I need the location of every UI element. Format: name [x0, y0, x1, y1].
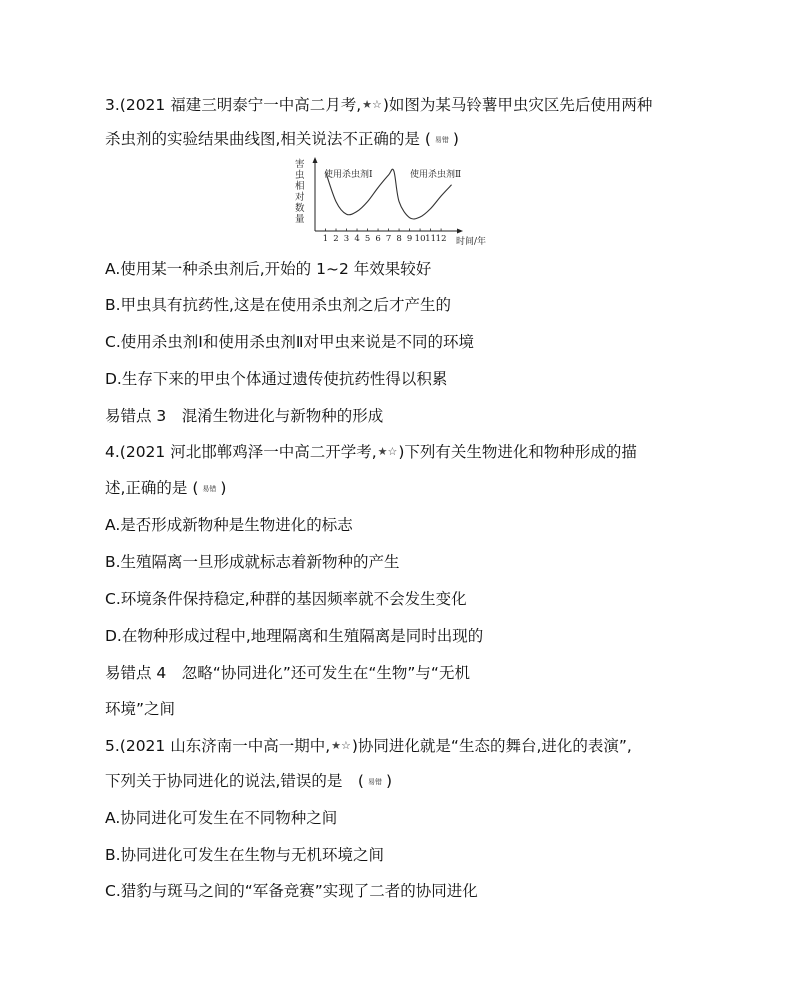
q5-stem-line1 [105, 735, 632, 759]
annotation-insecticide-1: 使用杀虫剂Ⅰ [324, 170, 373, 180]
y-axis-arrow [313, 157, 318, 163]
x-tick-label: 8 [396, 234, 402, 244]
q4-option-a: A.是否形成新物种是生物进化的标志 [105, 516, 353, 534]
q3-stem-line2 [105, 128, 459, 151]
q3-close-paren: ) [452, 130, 459, 148]
difficulty-star-icon: ★☆ [331, 739, 351, 752]
q4-option-c: C.环境条件保持稳定,种群的基因频率就不会发生变化 [105, 590, 467, 608]
ylabel-char: 数 [295, 203, 305, 214]
error-tag: 易错 [367, 777, 382, 786]
q3-stem-line1 [105, 94, 652, 118]
q3-stem-text-2: 杀虫剂的实验结果曲线图,相关说法不正确的是 ( [105, 130, 431, 148]
error-tag: 易错 [202, 484, 217, 493]
q4-option-d: D.在物种形成过程中,地理隔离和生殖隔离是同时出现的 [105, 627, 484, 645]
error-point-3-heading: 易错点 3 混淆生物进化与新物种的形成 [105, 407, 384, 425]
q4-source: 4.(2021 河北邯郸鸡泽一中高二开学考, [105, 443, 377, 461]
x-axis-arrow [457, 229, 463, 234]
q3-option-c: C.使用杀虫剂Ⅰ和使用杀虫剂Ⅱ对甲虫来说是不同的环境 [105, 333, 474, 351]
x-tick-label: 7 [385, 234, 392, 244]
x-tick-label: 12 [435, 234, 447, 244]
x-tick-label: 11 [425, 234, 436, 244]
q3-stem-text: )如图为某马铃薯甲虫灾区先后使用两种 [382, 96, 653, 114]
x-tick-label: 6 [375, 234, 381, 244]
error-tag: 易错 [434, 135, 449, 144]
ylabel-char: 对 [295, 192, 305, 203]
difficulty-star-icon: ★☆ [377, 445, 398, 458]
q5-close-paren: ) [385, 772, 393, 790]
pest-quantity-chart [290, 157, 490, 247]
chart-ylabel [295, 158, 305, 225]
ylabel-char: 虫 [295, 170, 305, 181]
x-tick-label: 4 [354, 234, 360, 244]
q4-stem-line1 [105, 441, 637, 465]
q4-option-b: B.生殖隔离一旦形成就标志着新物种的产生 [105, 553, 400, 571]
difficulty-star-icon: ★☆ [362, 98, 382, 111]
q5-source: 5.(2021 山东济南一中高一期中, [105, 737, 331, 755]
q4-stem-text: )下列有关生物进化和物种形成的描 [398, 443, 637, 461]
q5-option-a: A.协同进化可发生在不同物种之间 [105, 809, 338, 827]
q4-stem-text-2: 述,正确的是 ( [105, 479, 199, 497]
annotation-insecticide-2: 使用杀虫剂Ⅱ [410, 170, 462, 180]
error-point-4-heading: 易错点 4 忽略“协同进化”还可发生在“生物”与“无机 [105, 664, 470, 682]
x-tick-label: 1 [322, 234, 329, 244]
x-tick-label: 5 [364, 234, 371, 244]
q4-stem-line2 [105, 477, 226, 500]
q3-option-a: A.使用某一种杀虫剂后,开始的 1~2 年效果较好 [105, 260, 432, 278]
ylabel-char: 相 [295, 181, 305, 192]
ylabel-char: 量 [295, 214, 305, 225]
q4-close-paren: ) [220, 479, 227, 497]
x-tick-label: 10 [414, 234, 426, 244]
q3-option-b: B.甲虫具有抗药性,这是在使用杀虫剂之后才产生的 [105, 296, 451, 314]
q5-option-b: B.协同进化可发生在生物与无机环境之间 [105, 846, 385, 864]
x-tick-label: 2 [333, 234, 339, 244]
q5-option-c: C.猎豹与斑马之间的“军备竞赛”实现了二者的协同进化 [105, 882, 478, 900]
q3-option-d: D.生存下来的甲虫个体通过遗传使抗药性得以积累 [105, 370, 448, 388]
q5-stem-text-2: 下列关于协同进化的说法,错误的是 ( [105, 772, 364, 790]
chart-xlabel: 时间/年 [456, 237, 487, 247]
q5-stem-line2 [105, 770, 392, 793]
q5-stem-text: )协同进化就是“生态的舞台,进化的表演”, [351, 737, 632, 755]
q3-source: 3.(2021 福建三明泰宁一中高二月考, [105, 96, 362, 114]
x-tick-label: 9 [406, 234, 413, 244]
error-point-4-heading-cont: 环境”之间 [105, 700, 176, 718]
x-tick-label: 3 [343, 234, 350, 244]
ylabel-char: 害 [295, 159, 305, 170]
